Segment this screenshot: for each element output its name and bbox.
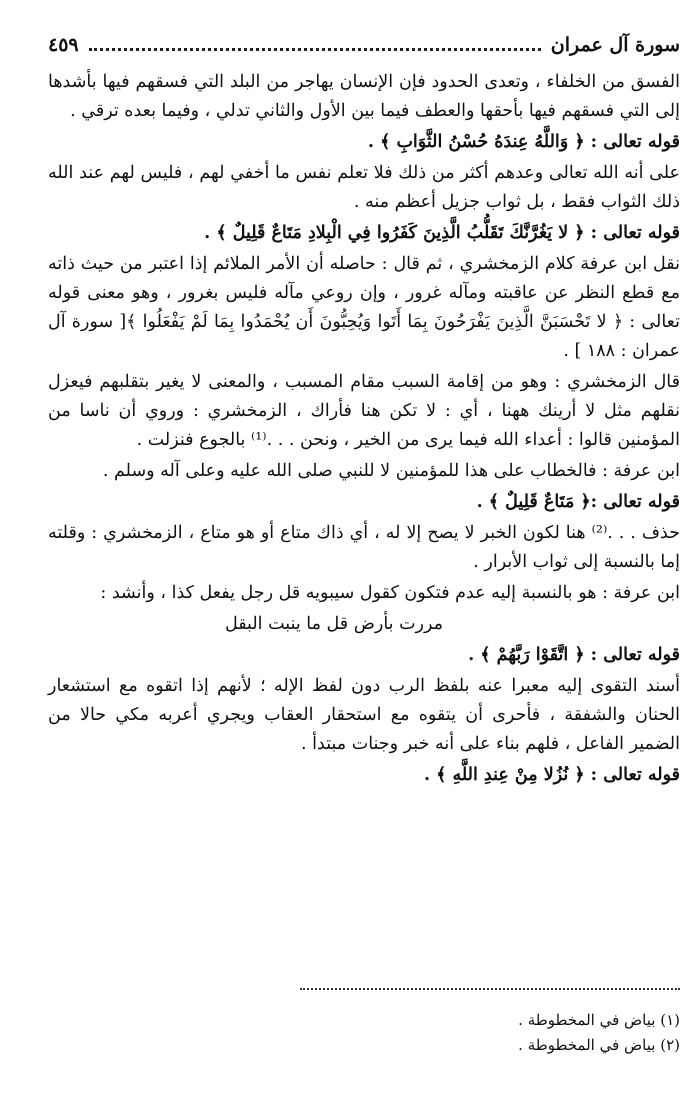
poetry-line: مررت بأرض قل ما ينبت البقل: [224, 614, 444, 634]
paragraph: ابن عرفة : فالخطاب على هذا للمؤمنين لا للنبي صلى الله عليه وعلى آله وسلم .: [102, 461, 680, 481]
verse-heading: قوله تعالى : ﴿ نُزُلا مِنْ عِندِ اللَّهِ ﴾ .: [423, 765, 680, 785]
verse-heading: قوله تعالى :﴿ مَتَاعٌ قَلِيلٌ ﴾ .: [476, 492, 680, 512]
footnotes: [48, 1008, 680, 1058]
verse-heading: قوله تعالى : ﴿ لا يَغُرَّنَّكَ تَقَلُّبُ الَّذِينَ كَفَرُوا فِي الْبِلادِ مَتَاعٌ قَلِيلٌ ﴾ .: [204, 223, 680, 243]
book-page: [48, 28, 680, 1078]
verse-heading: قوله تعالى : ﴿ اتَّقَوْا رَبَّهُمْ ﴾ .: [468, 645, 680, 665]
footnote: (١) بياض في المخطوطة .: [518, 1011, 680, 1029]
footnote-divider: [300, 988, 680, 990]
paragraph: قال الزمخشري : وهو من إقامة السبب مقام المسبب ، والمعنى لا يغير بتقلبهم فيعزل نقلهم مثل لا أرينك ههنا ، أي : لا تكن هنا فأراك ، الزمخشري : وروي أن ناسا من المؤمنين قالوا : أعداء الله فيما يرى من الخير ، ونحن . . .⁽¹⁾ بالجوع فنزلت .: [48, 372, 680, 450]
paragraph: نقل ابن عرفة كلام الزمخشري ، ثم قال : حاصله أن الأمر الملائم إذا اعتبر من حيث ذاته مع قطع النظر عن عاقبته ومآله غرور ، وإن روعي مآله فليس بغرور ، وهو معنى قوله تعالى : ﴿ لا تَحْسَبَنَّ الَّذِينَ يَفْرَحُونَ بِمَا أَتَوا وَيُحِبُّونَ أَن يُحْمَدُوا بِمَا لَمْ يَفْعَلُوا ﴾[ سورة آل عمران : ١٨٨ ] .: [48, 254, 680, 361]
page-body: [48, 68, 680, 790]
header-dotted-rule: [89, 48, 541, 51]
paragraph: الفسق من الخلفاء ، وتعدى الحدود فإن الإنسان يهاجر من البلد التي فسقهم فيها بأشدها إلى التي فسقهم فيها بأحقها والعطف فيما بين الأول والثاني تدلي ، وفيما بعده ترقي .: [48, 72, 680, 121]
paragraph: حذف . . .⁽²⁾ هنا لكون الخبر لا يصح إلا له ، أي ذاك متاع أو هو متاع ، الزمخشري : وقلته إما بالنسبة إلى ثواب الأبرار .: [48, 523, 680, 572]
surah-title: سورة آل عمران: [550, 34, 680, 56]
paragraph: أسند التقوى إليه معبرا عنه بلفظ الرب دون لفظ الإله ؛ لأنهم إذا اتقوه مع استشعار الحنان والشفقة ، فأحرى أن يتقوه مع استحقار العقاب ويجري أعربه مكي حالا من الضمير الفاعل ، فلهم بناء على أنه خبر وجنات مبتدأ .: [48, 676, 680, 754]
paragraph: على أنه الله تعالى وعدهم أكثر من ذلك فلا تعلم نفس ما أخفي لهم ، فليس لهم عند الله ذلك الثواب فقط ، بل ثواب جزيل أعظم منه .: [48, 163, 680, 212]
verse-heading: قوله تعالى : ﴿ وَاللَّهُ عِندَهُ حُسْنُ الثَّوَابِ ﴾ .: [367, 132, 680, 152]
footnote: (٢) بياض في المخطوطة .: [518, 1036, 680, 1054]
page-header: [48, 28, 680, 62]
paragraph: ابن عرفة : هو بالنسبة إليه عدم فتكون كقول سيبويه قل رجل يفعل كذا ، وأنشد :: [100, 583, 680, 603]
page-number: ٤٥٩: [48, 34, 79, 56]
